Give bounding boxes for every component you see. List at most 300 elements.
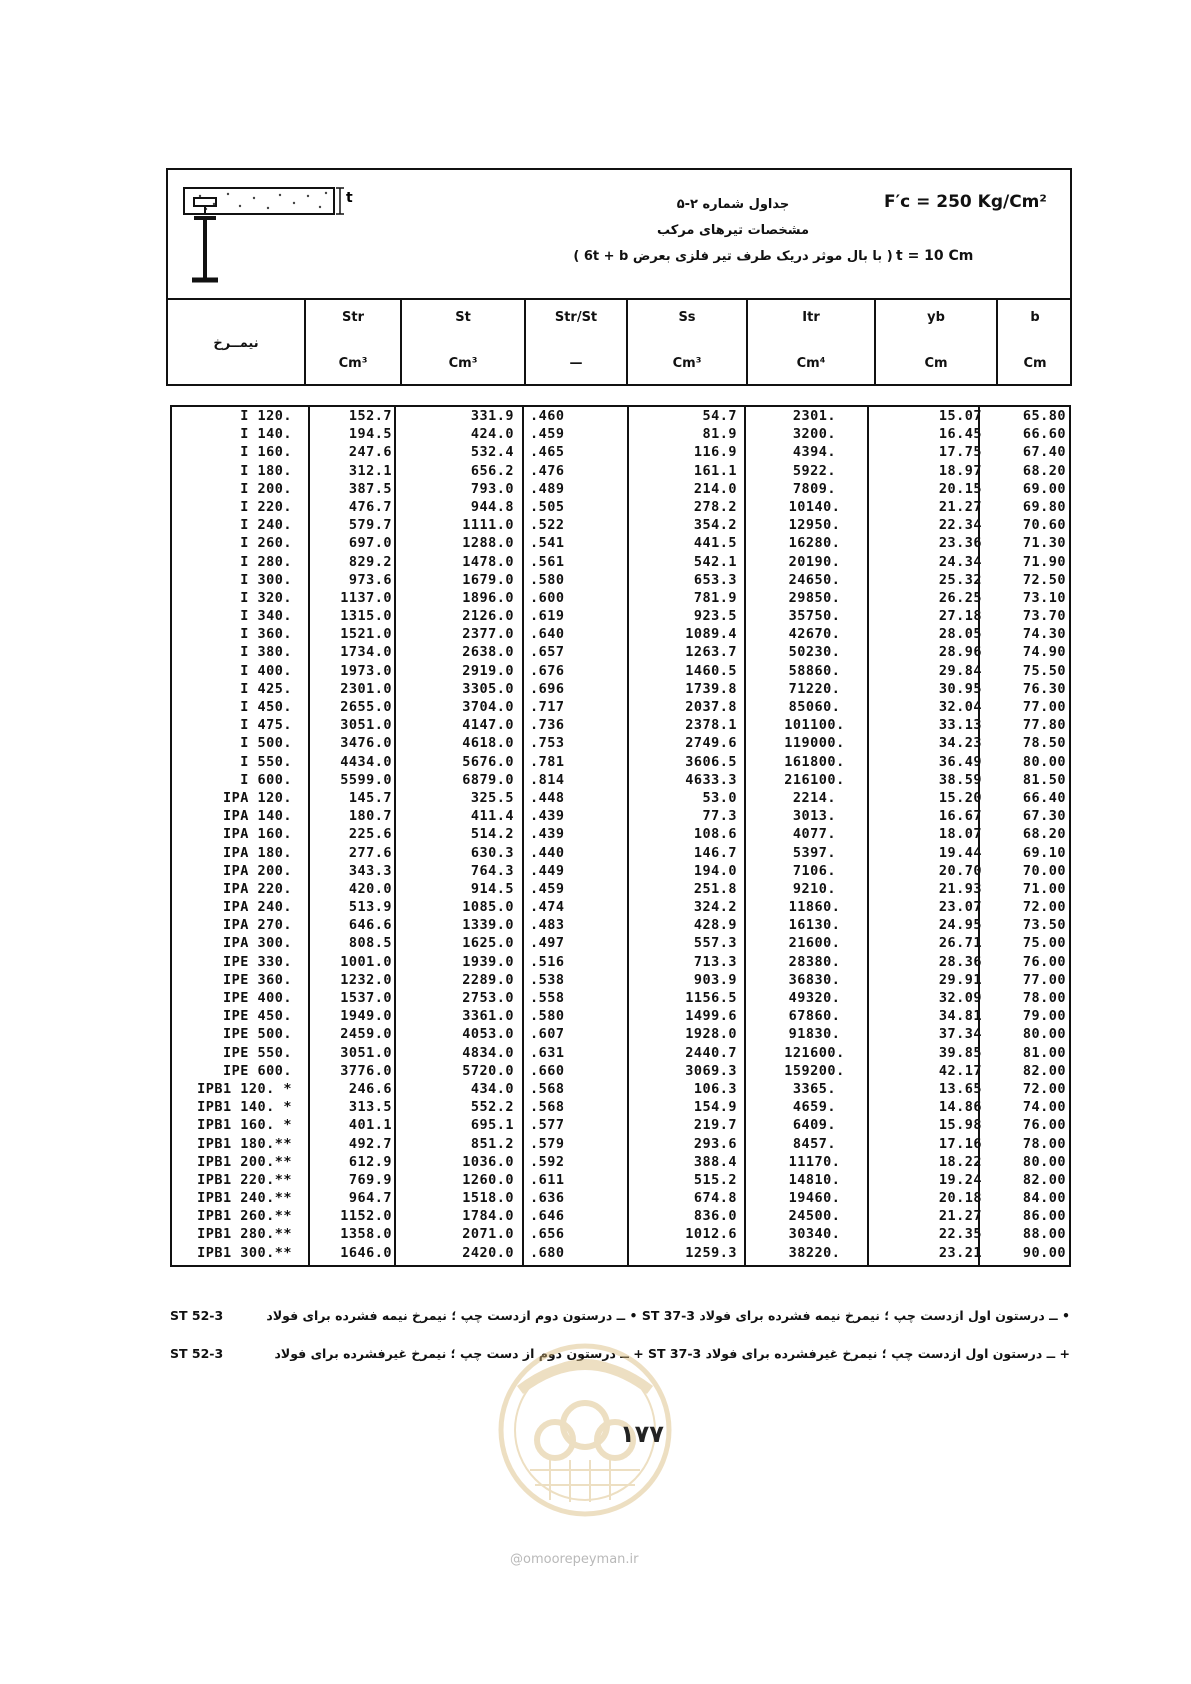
table-row — [172, 1135, 1069, 1153]
st-value: 1339.0 — [462, 917, 514, 934]
section-name: I 120. — [240, 408, 292, 424]
st-value: 424.0 — [470, 426, 514, 443]
footnote-text: + ــ درستون اول ازدست چپ ؛ نیمرخ غیرفشرده برای فولاد ST 37-3 + ــ درستون دوم از دست چپ ؛ نیمرخ غیرفشرده برای فولاد — [274, 1346, 1070, 1361]
itr-value: 35750. — [788, 608, 841, 625]
itr-value: 49320. — [788, 990, 841, 1006]
st-value: 514.2 — [470, 826, 514, 843]
st-value: 3305.0 — [462, 680, 514, 697]
yb-value: 34.81 — [938, 1008, 982, 1025]
st-value: 3361.0 — [462, 1008, 514, 1025]
table-row — [172, 825, 1069, 843]
st-value: 325.5 — [470, 789, 514, 806]
yb-value: 29.91 — [938, 971, 982, 988]
yb-value: 24.34 — [938, 553, 982, 570]
yb-value: 17.16 — [938, 1135, 982, 1152]
yb-value: 24.95 — [938, 917, 982, 934]
table-body — [172, 407, 1069, 1262]
str-value: 2655.0 — [340, 699, 392, 715]
itr-value: 2301. — [792, 408, 837, 424]
str-value: 492.7 — [348, 1135, 392, 1152]
ss-value: 53.0 — [702, 789, 737, 806]
ss-value: 1460.5 — [685, 662, 737, 679]
table-row — [172, 680, 1069, 698]
b-value: 84.00 — [1022, 1190, 1066, 1207]
ratio-value: .561 — [530, 553, 565, 570]
table-header-block — [166, 168, 1072, 386]
ratio-value: .459 — [530, 880, 565, 897]
st-value: 1036.0 — [462, 1153, 514, 1170]
ratio-value: .781 — [530, 753, 565, 770]
st-value: 4618.0 — [462, 735, 514, 752]
yb-value: 38.59 — [938, 771, 982, 788]
section-name: I 240. — [240, 517, 292, 534]
section-name: IPB1 200.** — [197, 1153, 292, 1170]
section-name: I 500. — [240, 735, 292, 752]
str-value: 1001.0 — [340, 953, 392, 970]
str-value: 808.5 — [348, 935, 392, 952]
table-row — [172, 1044, 1069, 1062]
table-row — [172, 1116, 1069, 1134]
table-row — [172, 698, 1069, 716]
ratio-value: .474 — [530, 899, 565, 916]
b-value: 70.00 — [1022, 862, 1066, 879]
section-name: I 550. — [240, 753, 292, 770]
itr-value: 36830. — [788, 971, 841, 988]
yb-value: 21.27 — [938, 498, 982, 515]
section-name: I 425. — [240, 680, 292, 697]
section-name: I 280. — [240, 553, 292, 570]
section-name: IPE 500. — [222, 1026, 292, 1043]
page-number: ۱۷۷ — [620, 1420, 664, 1448]
table-row — [172, 1007, 1069, 1025]
itr-value: 2214. — [792, 789, 837, 806]
st-value: 1111.0 — [462, 517, 514, 534]
section-name: IPE 450. — [222, 1008, 292, 1025]
section-name: IPA 140. — [222, 808, 292, 825]
str-value: 387.5 — [348, 480, 392, 497]
column-header-str: Str Cm³ — [304, 298, 400, 386]
table-row — [172, 662, 1069, 680]
yb-value: 30.95 — [938, 680, 982, 697]
yb-value: 33.13 — [938, 717, 982, 734]
ss-value: 154.9 — [693, 1099, 737, 1116]
watermark-site: @omoorepeyman.ir — [510, 1552, 639, 1567]
table-row — [172, 844, 1069, 862]
section-name: IPA 180. — [222, 844, 292, 861]
itr-value: 19460. — [788, 1190, 841, 1207]
section-name: IPA 200. — [222, 862, 292, 879]
st-value: 4053.0 — [462, 1026, 514, 1043]
section-name: I 380. — [240, 644, 292, 661]
st-value: 5720.0 — [462, 1062, 514, 1079]
table-row — [172, 1080, 1069, 1098]
footnote-steel-grade: ST 52-3 — [170, 1346, 224, 1361]
st-value: 3704.0 — [462, 699, 514, 715]
b-value: 76.00 — [1022, 953, 1066, 970]
section-name: I 260. — [240, 535, 292, 552]
section-name: IPB1 220.** — [197, 1171, 292, 1188]
table-row — [172, 571, 1069, 589]
footnote-text: • ــ درستون اول ازدست چپ ؛ نیمرخ نیمه فشرده برای فولاد ST 37-3 • ــ درستون دوم ازدست چپ ؛ نیمرخ نیمه فشرده برای فولاد — [266, 1308, 1070, 1323]
b-value: 78.50 — [1022, 735, 1066, 752]
table-row — [172, 1062, 1069, 1080]
ratio-value: .459 — [530, 426, 565, 443]
ss-value: 2037.8 — [685, 699, 737, 715]
ss-value: 278.2 — [693, 498, 737, 515]
str-value: 3051.0 — [340, 717, 392, 734]
yb-value: 14.86 — [938, 1099, 982, 1116]
itr-value: 6409. — [792, 1117, 837, 1134]
str-value: 1152.0 — [340, 1208, 392, 1225]
b-value: 76.00 — [1022, 1117, 1066, 1134]
table-title — [568, 192, 898, 270]
b-value: 82.00 — [1022, 1062, 1066, 1079]
str-value: 3476.0 — [340, 735, 392, 752]
ss-value: 1156.5 — [685, 990, 737, 1006]
b-value: 67.40 — [1022, 444, 1066, 461]
b-value: 69.80 — [1022, 498, 1066, 515]
itr-value: 101100. — [784, 717, 845, 734]
composite-beam-icon — [180, 184, 370, 290]
itr-value: 71220. — [788, 680, 841, 697]
st-value: 532.4 — [470, 444, 514, 461]
ratio-value: .619 — [530, 608, 565, 625]
ss-value: 2440.7 — [685, 1044, 737, 1061]
ratio-value: .568 — [530, 1099, 565, 1116]
str-value: 829.2 — [348, 553, 392, 570]
b-value: 77.80 — [1022, 717, 1066, 734]
str-value: 313.5 — [348, 1099, 392, 1116]
table-row — [172, 953, 1069, 971]
str-value: 4434.0 — [340, 753, 392, 770]
ss-value: 108.6 — [693, 826, 737, 843]
table-row — [172, 553, 1069, 571]
table-row — [172, 862, 1069, 880]
title-line-3: ( با بال موثر دریک طرف تیر فلزی بعرض 6t + b ) — [573, 249, 893, 264]
ratio-value: .592 — [530, 1153, 565, 1170]
yb-value: 28.96 — [938, 644, 982, 661]
str-value: 180.7 — [348, 808, 392, 825]
st-value: 434.0 — [470, 1080, 514, 1097]
str-value: 312.1 — [348, 462, 392, 479]
yb-value: 15.07 — [938, 408, 982, 424]
section-name: IPB1 260.** — [197, 1208, 292, 1225]
section-name: IPE 600. — [222, 1062, 292, 1079]
footnote-semi-compact — [170, 1308, 1070, 1330]
yb-value: 15.20 — [938, 789, 982, 806]
str-value: 152.7 — [348, 408, 392, 424]
yb-value: 32.09 — [938, 990, 982, 1006]
concrete-strength-label: F′c = 250 Kg/Cm² — [884, 192, 1047, 212]
section-name: I 140. — [240, 426, 292, 443]
table-row — [172, 480, 1069, 498]
str-value: 1646.0 — [340, 1244, 392, 1261]
ratio-value: .656 — [530, 1226, 565, 1243]
itr-value: 10140. — [788, 498, 841, 515]
st-value: 2289.0 — [462, 971, 514, 988]
ss-value: 161.1 — [693, 462, 737, 479]
ss-value: 1259.3 — [685, 1244, 737, 1261]
section-name: I 320. — [240, 589, 292, 606]
section-name: IPE 360. — [222, 971, 292, 988]
ratio-value: .636 — [530, 1190, 565, 1207]
b-value: 80.00 — [1022, 1026, 1066, 1043]
section-name: IPA 120. — [222, 789, 292, 806]
itr-value: 5922. — [792, 462, 837, 479]
column-header-st: St Cm³ — [400, 298, 524, 386]
st-value: 2377.0 — [462, 626, 514, 643]
st-value: 2919.0 — [462, 662, 514, 679]
yb-value: 23.07 — [938, 899, 982, 916]
ratio-value: .538 — [530, 971, 565, 988]
ss-value: 923.5 — [693, 608, 737, 625]
section-name: IPB1 160. * — [197, 1117, 292, 1134]
st-value: 411.4 — [470, 808, 514, 825]
str-value: 964.7 — [348, 1190, 392, 1207]
str-value: 1358.0 — [340, 1226, 392, 1243]
b-value: 71.90 — [1022, 553, 1066, 570]
yb-value: 26.25 — [938, 589, 982, 606]
yb-value: 26.71 — [938, 935, 982, 952]
yb-value: 20.70 — [938, 862, 982, 879]
b-value: 68.20 — [1022, 826, 1066, 843]
table-row — [172, 516, 1069, 534]
ss-value: 4633.3 — [685, 771, 737, 788]
b-value: 66.40 — [1022, 789, 1066, 806]
ratio-value: .439 — [530, 826, 565, 843]
str-value: 343.3 — [348, 862, 392, 879]
b-value: 67.30 — [1022, 808, 1066, 825]
ss-value: 674.8 — [693, 1190, 737, 1207]
st-value: 4147.0 — [462, 717, 514, 734]
ss-value: 903.9 — [693, 971, 737, 988]
b-value: 81.00 — [1022, 1044, 1066, 1061]
yb-value: 19.44 — [938, 844, 982, 861]
table-row — [172, 716, 1069, 734]
b-value: 69.10 — [1022, 844, 1066, 861]
st-value: 1478.0 — [462, 553, 514, 570]
itr-value: 8457. — [792, 1135, 837, 1152]
section-name: I 400. — [240, 662, 292, 679]
ratio-value: .580 — [530, 1008, 565, 1025]
itr-value: 9210. — [792, 880, 837, 897]
table-row — [172, 1153, 1069, 1171]
str-value: 3051.0 — [340, 1044, 392, 1061]
itr-value: 121600. — [784, 1044, 845, 1061]
table-row — [172, 789, 1069, 807]
itr-value: 216100. — [784, 771, 845, 788]
ss-value: 1499.6 — [685, 1008, 737, 1025]
section-properties-table — [170, 405, 1071, 1267]
table-row — [172, 771, 1069, 789]
yb-value: 20.18 — [938, 1190, 982, 1207]
b-value: 75.00 — [1022, 935, 1066, 952]
str-value: 2459.0 — [340, 1026, 392, 1043]
yb-value: 22.35 — [938, 1226, 982, 1243]
st-value: 2753.0 — [462, 990, 514, 1006]
str-value: 1521.0 — [340, 626, 392, 643]
b-value: 66.60 — [1022, 426, 1066, 443]
st-value: 2126.0 — [462, 608, 514, 625]
ss-value: 54.7 — [702, 408, 737, 424]
section-name: I 340. — [240, 608, 292, 625]
itr-value: 14810. — [788, 1171, 841, 1188]
st-value: 1784.0 — [462, 1208, 514, 1225]
ratio-value: .611 — [530, 1171, 565, 1188]
table-row — [172, 534, 1069, 552]
str-value: 3776.0 — [340, 1062, 392, 1079]
b-value: 82.00 — [1022, 1171, 1066, 1188]
ss-value: 293.6 — [693, 1135, 737, 1152]
b-value: 79.00 — [1022, 1008, 1066, 1025]
yb-value: 32.04 — [938, 699, 982, 715]
itr-value: 50230. — [788, 644, 841, 661]
ss-value: 2749.6 — [685, 735, 737, 752]
str-value: 1137.0 — [340, 589, 392, 606]
ratio-value: .505 — [530, 498, 565, 515]
table-row — [172, 607, 1069, 625]
table-row — [172, 443, 1069, 461]
ss-value: 194.0 — [693, 862, 737, 879]
str-value: 1232.0 — [340, 971, 392, 988]
ss-value: 3069.3 — [685, 1062, 737, 1079]
ratio-value: .522 — [530, 517, 565, 534]
section-name: IPE 330. — [222, 953, 292, 970]
itr-value: 29850. — [788, 589, 841, 606]
section-name: IPB1 180.** — [197, 1135, 292, 1152]
table-row — [172, 498, 1069, 516]
st-value: 5676.0 — [462, 753, 514, 770]
ss-value: 2378.1 — [685, 717, 737, 734]
ratio-value: .580 — [530, 571, 565, 588]
ratio-value: .439 — [530, 808, 565, 825]
yb-value: 17.75 — [938, 444, 982, 461]
b-value: 90.00 — [1022, 1244, 1066, 1261]
ratio-value: .753 — [530, 735, 565, 752]
yb-value: 19.24 — [938, 1171, 982, 1188]
ratio-value: .489 — [530, 480, 565, 497]
st-value: 552.2 — [470, 1099, 514, 1116]
itr-value: 16280. — [788, 535, 841, 552]
b-value: 80.00 — [1022, 753, 1066, 770]
section-name: I 300. — [240, 571, 292, 588]
yb-value: 28.36 — [938, 953, 982, 970]
b-value: 72.50 — [1022, 571, 1066, 588]
ss-value: 388.4 — [693, 1153, 737, 1170]
section-name: I 160. — [240, 444, 292, 461]
yb-value: 23.36 — [938, 535, 982, 552]
ratio-value: .465 — [530, 444, 565, 461]
b-value: 80.00 — [1022, 1153, 1066, 1170]
str-value: 246.6 — [348, 1080, 392, 1097]
yb-value: 18.97 — [938, 462, 982, 479]
yb-value: 34.23 — [938, 735, 982, 752]
b-value: 74.30 — [1022, 626, 1066, 643]
str-value: 225.6 — [348, 826, 392, 843]
table-row — [172, 753, 1069, 771]
b-value: 72.00 — [1022, 899, 1066, 916]
yb-value: 21.27 — [938, 1208, 982, 1225]
ss-value: 1928.0 — [685, 1026, 737, 1043]
st-value: 2071.0 — [462, 1226, 514, 1243]
ratio-value: .497 — [530, 935, 565, 952]
section-name: IPB1 240.** — [197, 1190, 292, 1207]
yb-value: 21.93 — [938, 880, 982, 897]
st-value: 851.2 — [470, 1135, 514, 1152]
st-value: 1679.0 — [462, 571, 514, 588]
st-value: 944.8 — [470, 498, 514, 515]
yb-value: 23.21 — [938, 1244, 982, 1261]
table-row — [172, 916, 1069, 934]
st-value: 764.3 — [470, 862, 514, 879]
ratio-value: .600 — [530, 589, 565, 606]
yb-value: 13.65 — [938, 1080, 982, 1097]
section-name: IPA 240. — [222, 899, 292, 916]
table-row — [172, 1025, 1069, 1043]
b-value: 71.30 — [1022, 535, 1066, 552]
str-value: 579.7 — [348, 517, 392, 534]
sketch-t-label: t — [346, 190, 353, 206]
st-value: 656.2 — [470, 462, 514, 479]
table-row — [172, 1098, 1069, 1116]
section-name: I 475. — [240, 717, 292, 734]
b-value: 73.10 — [1022, 589, 1066, 606]
itr-value: 4659. — [792, 1099, 837, 1116]
ss-value: 428.9 — [693, 917, 737, 934]
str-value: 247.6 — [348, 444, 392, 461]
yb-value: 29.84 — [938, 662, 982, 679]
ratio-value: .640 — [530, 626, 565, 643]
title-line-1: جداول شماره ۲-۵ — [676, 197, 790, 212]
table-row — [172, 734, 1069, 752]
b-value: 88.00 — [1022, 1226, 1066, 1243]
yb-value: 36.49 — [938, 753, 982, 770]
table-row — [172, 407, 1069, 425]
ss-value: 1089.4 — [685, 626, 737, 643]
itr-value: 159200. — [784, 1062, 845, 1079]
itr-value: 38220. — [788, 1244, 841, 1261]
section-name: IPA 300. — [222, 935, 292, 952]
yb-value: 37.34 — [938, 1026, 982, 1043]
str-value: 1315.0 — [340, 608, 392, 625]
section-name: I 600. — [240, 771, 292, 788]
itr-value: 161800. — [784, 753, 845, 770]
yb-value: 39.85 — [938, 1044, 982, 1061]
str-value: 697.0 — [348, 535, 392, 552]
table-row — [172, 1171, 1069, 1189]
ratio-value: .568 — [530, 1080, 565, 1097]
itr-value: 5397. — [792, 844, 837, 861]
ratio-value: .440 — [530, 844, 565, 861]
st-value: 1939.0 — [462, 953, 514, 970]
table-row — [172, 898, 1069, 916]
itr-value: 28380. — [788, 953, 841, 970]
b-value: 69.00 — [1022, 480, 1066, 497]
ss-value: 324.2 — [693, 899, 737, 916]
b-value: 70.60 — [1022, 517, 1066, 534]
ratio-value: .516 — [530, 953, 565, 970]
ss-value: 836.0 — [693, 1208, 737, 1225]
str-value: 646.6 — [348, 917, 392, 934]
section-name: I 450. — [240, 699, 292, 715]
itr-value: 3365. — [792, 1080, 837, 1097]
ss-value: 542.1 — [693, 553, 737, 570]
itr-value: 119000. — [784, 735, 845, 752]
yb-value: 22.34 — [938, 517, 982, 534]
ratio-value: .541 — [530, 535, 565, 552]
ss-value: 354.2 — [693, 517, 737, 534]
yb-value: 28.05 — [938, 626, 982, 643]
